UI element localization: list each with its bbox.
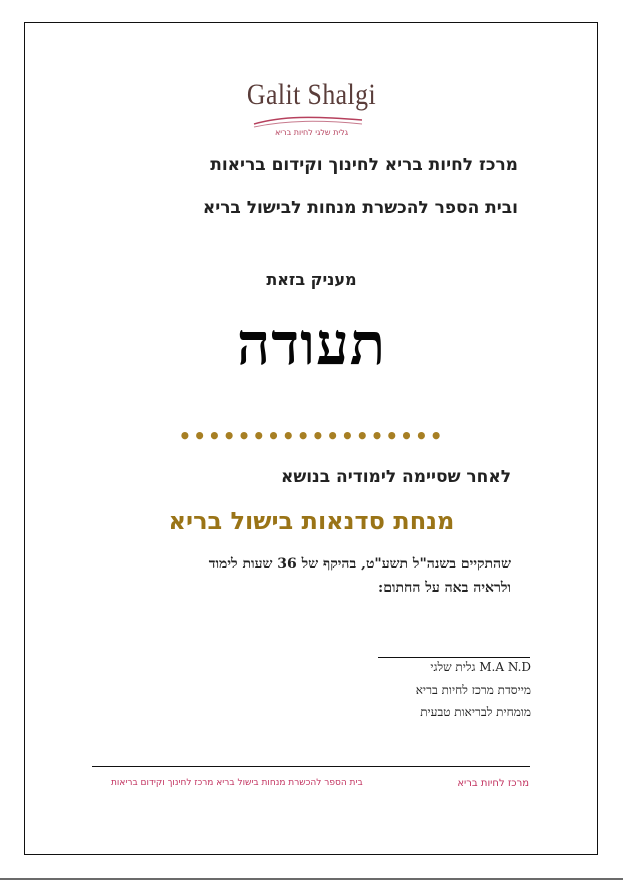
footer-divider xyxy=(92,766,530,767)
dotted-divider: •••••••••••••••••• xyxy=(178,424,445,448)
detail-line-1: שהתקיים בשנה"ל תשע"ט, בהיקף של 36 שעות לימוד xyxy=(208,556,511,572)
footer-right-text: מרכז לחיות בריא xyxy=(457,778,529,789)
signer-role: מייסדת מרכז לחיות בריא xyxy=(415,683,531,697)
logo-title: Galit Shalgi xyxy=(246,78,377,111)
brand-logo xyxy=(0,78,623,138)
footer-left-text: בית הספר להכשרת מנחות בישול בריא מרכז לחינוך וקידום בריאות xyxy=(111,778,363,788)
organization-line-2: ובית הספר להכשרת מנחות לבישול בריא xyxy=(202,198,518,218)
signature-line xyxy=(378,657,530,658)
logo-subtitle: גלית שלגי לחיות בריא xyxy=(274,128,349,137)
course-name: מנחת סדנאות בישול בריא xyxy=(168,507,455,535)
page-bottom-bar xyxy=(0,878,623,880)
signer-title: מומחית לבריאות טבעית xyxy=(420,705,531,719)
organization-line-1: מרכז לחיות בריא לחינוך וקידום בריאות xyxy=(210,155,518,175)
certificate-title: תעודה xyxy=(236,310,387,378)
signer-name: M.A N.D גלית שלגי xyxy=(430,660,531,674)
honor-text: מעניק בזאת xyxy=(266,270,357,289)
completion-text: לאחר שסיימה לימודיה בנושא xyxy=(280,467,511,487)
detail-line-2: ולראיה באה על החתום: xyxy=(378,580,511,596)
